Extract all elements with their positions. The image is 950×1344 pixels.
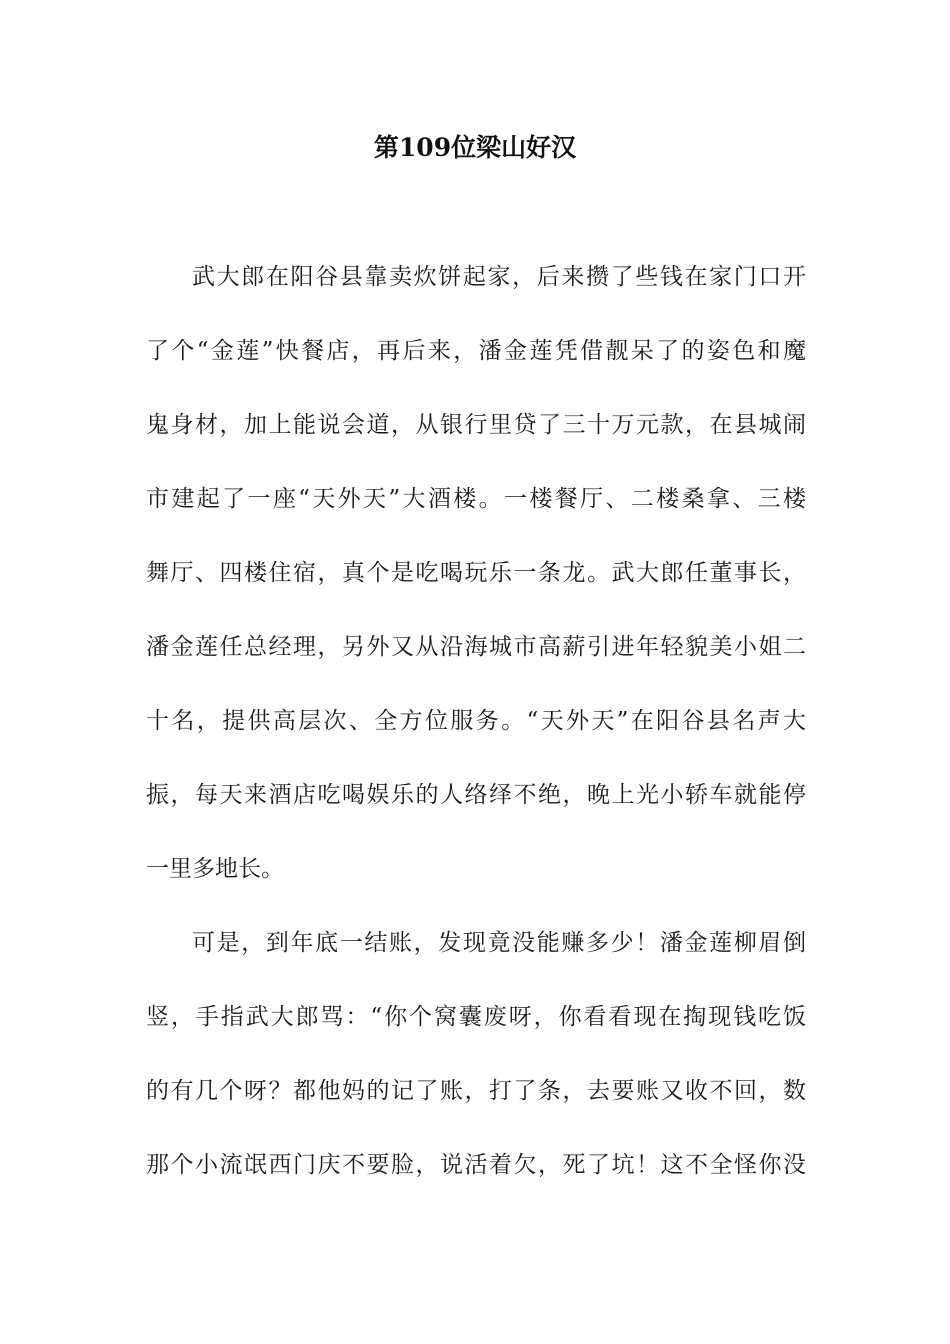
text-line: 鬼身材，加上能说会道，从银行里贷了三十万元款，在县城闹 xyxy=(146,412,806,438)
paragraph xyxy=(146,257,806,923)
text-line: 的有几个呀？都他妈的记了账，打了条，去要账又收不回，数 xyxy=(146,1078,806,1104)
text-line: 可是，到年底一结账，发现竟没能赚多少！潘金莲柳眉倒 xyxy=(192,930,806,956)
text-line: 舞厅、四楼住宿，真个是吃喝玩乐一条龙。武大郎任董事长， xyxy=(146,560,806,586)
paragraph xyxy=(146,923,806,1219)
document-title: 第109位梁山好汉 xyxy=(373,133,577,162)
text-line: 十名，提供高层次、全方位服务。“天外天”在阳谷县名声大 xyxy=(146,708,806,734)
text-line: 市建起了一座“天外天”大酒楼。一楼餐厅、二楼桑拿、三楼 xyxy=(146,486,806,512)
text-line: 潘金莲任总经理，另外又从沿海城市高薪引进年轻貌美小姐二 xyxy=(146,634,806,660)
text-line: 振，每天来酒店吃喝娱乐的人络绎不绝，晚上光小轿车就能停 xyxy=(146,782,806,808)
text-line: 一里多地长。 xyxy=(146,856,284,882)
text-line: 了个“金莲”快餐店，再后来，潘金莲凭借靓呆了的姿色和魔 xyxy=(146,338,806,364)
text-line: 武大郎在阳谷县靠卖炊饼起家，后来攒了些钱在家门口开 xyxy=(192,264,806,290)
text-line: 竖，手指武大郎骂：“你个窝囊废呀，你看看现在掏现钱吃饭 xyxy=(146,1004,806,1030)
document-body xyxy=(146,257,806,1219)
text-line: 那个小流氓西门庆不要脸，说活着欠，死了坑！这不全怪你没 xyxy=(146,1152,806,1178)
